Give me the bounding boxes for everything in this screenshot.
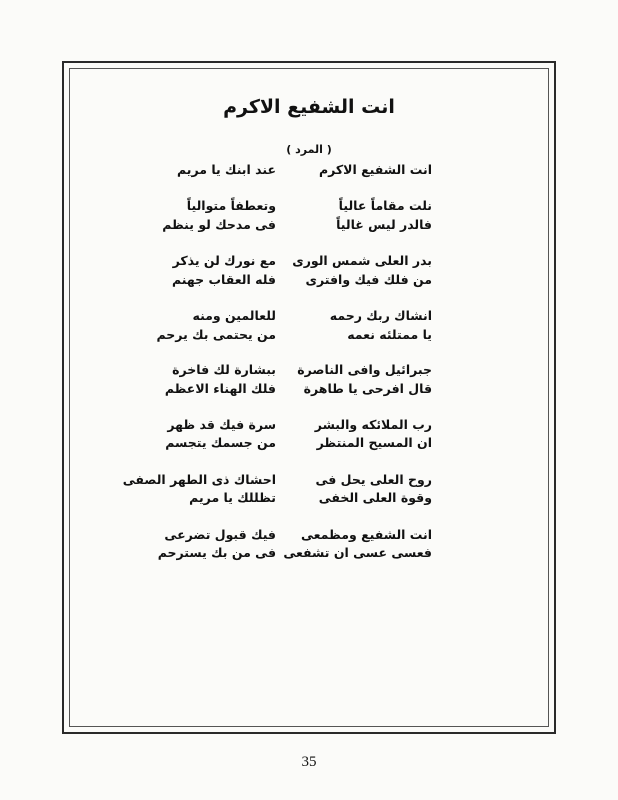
verse-line: يا ممتلئه نعمه [347,327,432,342]
verse-line: فلك الهناء الاعظم [164,381,276,396]
verse-line: من فلك فيك وافترى [305,272,432,287]
verse-line: ببشارة لك فاخرة [172,362,276,377]
verse-line: من جسمك يتجسم [165,435,276,450]
verse-line: بدر العلى شمس الورى [292,253,432,268]
verse-line: فله العقاب جهنم [171,272,276,287]
verse-line: نلت مقاماً عالياً [338,198,432,213]
verse-line: روح العلى يحل فى [315,472,432,487]
verse-line: انت الشفيع ومظمعى [300,527,432,542]
verse-line: جبرائيل وافى الناصرة [297,362,432,377]
verse-line: وقوة العلى الخفى [318,490,432,505]
refrain-label: ( المرد ) [286,143,332,156]
verse-line: وتعطفاً متوالياً [186,198,276,213]
verse-line: انت الشفيع الاكرم [318,162,432,177]
page-border-inner [69,68,549,727]
page-number: 35 [301,754,317,770]
verse-line: فى مدحك لو ينظم [162,217,276,232]
verse-line: رب الملائكه والبشر [314,417,432,432]
verse-line: تظللك يا مريم [189,490,276,505]
verse-line: ان المسيح المنتظر [316,435,432,450]
verse-line: فى من بك يسترحم [157,545,276,560]
verse-line: مع نورك لن يذكر [172,253,276,268]
verse-line: احشاك ذى الطهر الصفى [122,472,276,487]
verse-line: قال افرحى يا طاهرة [303,381,432,396]
verse-line: للعالمين ومنه [192,308,276,323]
verse-line: سرة فيك قد ظهر [167,417,276,432]
verse-line: انشاك ربك رحمه [329,308,432,323]
verse-line: عند ابنك يا مريم [176,162,276,177]
verse-line: فالدر ليس غالياً [336,217,432,232]
verse-line: من يحتمى بك يرحم [156,327,276,342]
verse-line: فيك قبول تضرعى [164,527,276,542]
hymn-title: انت الشفيع الاكرم [223,96,395,118]
verse-line: فعسى عسى ان تشفعى [283,545,432,560]
